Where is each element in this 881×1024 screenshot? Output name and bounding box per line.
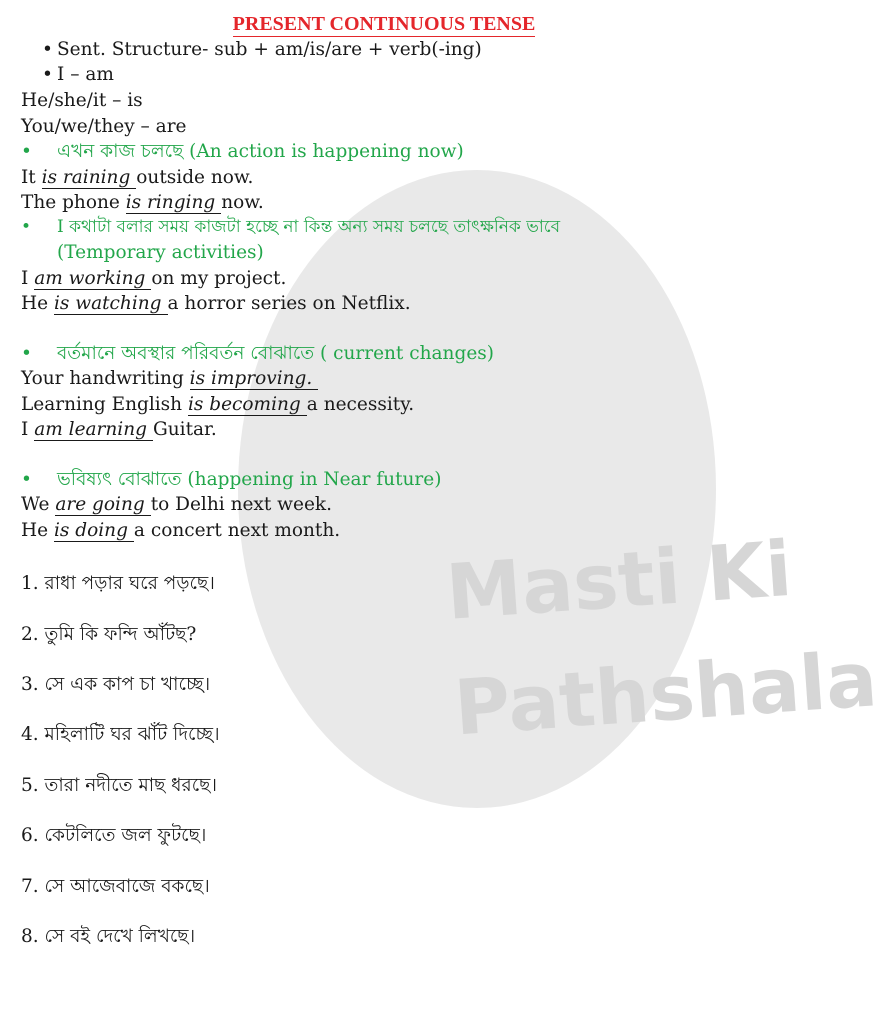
- exercise-item: 5. তারা নদীতে মাছ ধরছে।: [21, 775, 217, 796]
- structure-line: You/we/they – are: [21, 116, 187, 137]
- example-sentence: He is watching a horror series on Netflix.: [21, 293, 411, 314]
- example-sentence: Learning English is becoming a necessity.: [21, 394, 415, 415]
- example-sentence: Your handwriting is improving.: [21, 367, 318, 391]
- exercise-item: 2. তুমি কি ফন্দি আঁটছ?: [21, 624, 197, 645]
- example-sentence: The phone is ringing now.: [21, 192, 264, 213]
- exercise-item: 1. রাধা পড়ার ঘরে পড়ছে।: [21, 573, 215, 594]
- document-page: PRESENT CONTINUOUS TENSE • Sent. Structure- sub + am/is/are + verb(-ing) • I – am He/she/it – is You/we/they – are • এখন কাজ চলছে (An action is happening now) It is raining outside now. The phone is ringing now. • I কথাটা বলার সময় কাজটা হচ্ছে না কিন্ত অন্য সময় চলছে তাৎক্ষনিক ভাবে (Temporary activities) I am working on my project. He is watching a horror series on Netflix. • বর্তমানে অবস্থার পরিবর্তন বোঝাতে ( current changes) Your handwriting is improving. Learning English is becoming a necessity. I am learning Guitar. • ভবিষ্যৎ বোঝাতে (happening in Near future) We are going to Delhi next week. He is doing a concert next month. 1. রাধা পড়ার ঘরে পড়ছে। 2. তুমি কি ফন্দি আঁটছ? 3. সে এক কাপ চা খাচ্ছে। 4. মহিলাটি ঘর ঝাঁট দিচ্ছে। 5. তারা নদীতে মাছ ধরছে। 6. কেটলিতে জল ফুটছে। 7. সে আজেবাজে বকছে। 8. সে বই দেখে লিখছে।: [0, 0, 768, 1024]
- example-sentence: He is doing a concert next month.: [21, 520, 341, 541]
- example-sentence: We are going to Delhi next week.: [21, 494, 332, 515]
- example-sentence: I am learning Guitar.: [21, 419, 217, 440]
- example-sentence: It is raining outside now.: [21, 167, 254, 188]
- page-title: PRESENT CONTINUOUS TENSE: [232, 13, 536, 35]
- exercise-item: 4. মহিলাটি ঘর ঝাঁট দিচ্ছে।: [21, 724, 220, 745]
- exercise-item: 8. সে বই দেখে লিখছে।: [21, 926, 196, 947]
- structure-line: He/she/it – is: [21, 90, 143, 111]
- usage-heading-sub: (Temporary activities): [57, 242, 264, 263]
- exercise-item: 7. সে আজেবাজে বকছে।: [21, 876, 210, 897]
- watermark-logo-text: Masti Ki Pathshala: [443, 523, 880, 753]
- exercise-item: 3. সে এক কাপ চা খাচ্ছে।: [21, 674, 211, 695]
- exercise-item: 6. কেটলিতে জল ফুটছে।: [21, 825, 207, 846]
- example-sentence: I am working on my project.: [21, 268, 287, 289]
